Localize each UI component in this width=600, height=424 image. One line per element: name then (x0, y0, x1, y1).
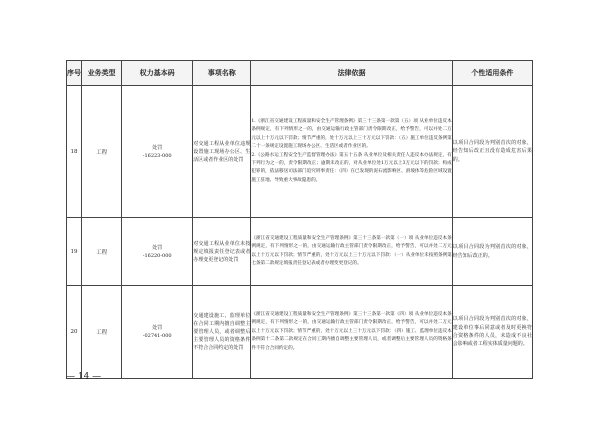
row-no: 18 (67, 86, 82, 218)
page-number: — 14 — (66, 372, 102, 382)
row-type: 工程 (82, 286, 122, 379)
row-name: 交通建设施工、监理单位在合同工期内擅自调整主要管理人员，或者调整后主要管理人员的资格条件不符合合同约定的处罚 (193, 286, 251, 379)
header-name: 事项名称 (193, 61, 251, 86)
row-no: 20 (67, 286, 82, 379)
row-cond: 以项目合同段为判别首次的对象，建设单位事后同意或者及时更换符合资格条件的人员，未造成不良社会影响或者工程实体质量问题的。 (452, 286, 532, 379)
row-code: 处罚 -16223-000 (122, 86, 193, 218)
table-row (67, 286, 533, 379)
regulation-table (66, 60, 533, 379)
row-type: 工程 (82, 86, 122, 218)
row-basis: 《浙江省交通建设工程质量和安全生产管理条例》第三十三条第一款第（一）项 从业单位违反本条例规定，有下列情形之一的，由交通运输行政主管部门责令限期改正，给予警告，可以并处二万元以上十万元以下罚款；情节严重的，处十万元以上三十万元以下罚款：（一）从业单位未按照条例第七条第二款规定填报责任登记表或者办理变更登记的。 (251, 218, 452, 286)
row-code: 处罚 -16220-000 (122, 218, 193, 286)
header-cond: 个性适用条件 (452, 61, 532, 86)
row-cond: 以项目合同段为判别首次的对象，经告知后改正的。 (452, 218, 532, 286)
row-type: 工程 (82, 218, 122, 286)
row-no: 19 (67, 218, 82, 286)
row-name: 对交通工程从业单位违规设置施工现场办公区、生活区或者作业区的处罚 (193, 86, 251, 218)
row-basis: 《浙江省交通建设工程质量和安全生产管理条例》第三十三条第一款第（四）项 从业单位违反本条例规定，有下列情形之一的，由交通运输行政主管部门责令限期改正，给予警告，可以并处二万元以上十万元以下罚款；情节严重的，处十万元以上三十万元以下罚款：（四）施工、监理单位违反本条例第十二条第二款规定在合同工期内擅自调整主要管理人员，或者调整后主要管理人员的资格条件不符合合同约定的。 (251, 286, 452, 379)
header-code: 权力基本码 (122, 61, 193, 86)
table-row (67, 218, 533, 286)
header-type: 业务类型 (82, 61, 122, 86)
row-code: 处罚 -02741-000 (122, 286, 193, 379)
row-name: 对交通工程从业单位未按规定填报责任登记表或者办理变更登记的处罚 (193, 218, 251, 286)
row-cond: 以项目合同段为判别首次的对象，经告知后改正且没有造成危害后果的。 (452, 86, 532, 218)
table-row (67, 86, 533, 218)
header-basis: 法律依据 (251, 61, 452, 86)
table-header-row (67, 61, 533, 86)
header-no: 序号 (67, 61, 82, 86)
row-basis: 1.《浙江省交通建设工程质量和安全生产管理条例》第三十三条第一款第（五）项 从业单位违反本条例规定，有下列情形之一的，由交通运输行政主管部门责令限期改正，给予警告，可以并处二万元以上十万元以下罚款；情节严重的，处十万元以上三十万元以下罚款：（五）施工单位违反条例第二十一条规定设置施工现场办公区、生活区或者作业区的。 2.《公路水运工程安全生产监督管理办法》第五十五条 从业单位及相关责任人违反本办法规定，有下列行为之一的，责令限期改正；逾期未改正的，对从业单位处1万元以上3万元以下的罚款；构成犯罪的，依法移送司法部门追究刑事责任：（四）在已发现的泥石流影响区、滑坡体等危险区域设置施工驻地、导致重大事故隐患的。 (251, 86, 452, 218)
